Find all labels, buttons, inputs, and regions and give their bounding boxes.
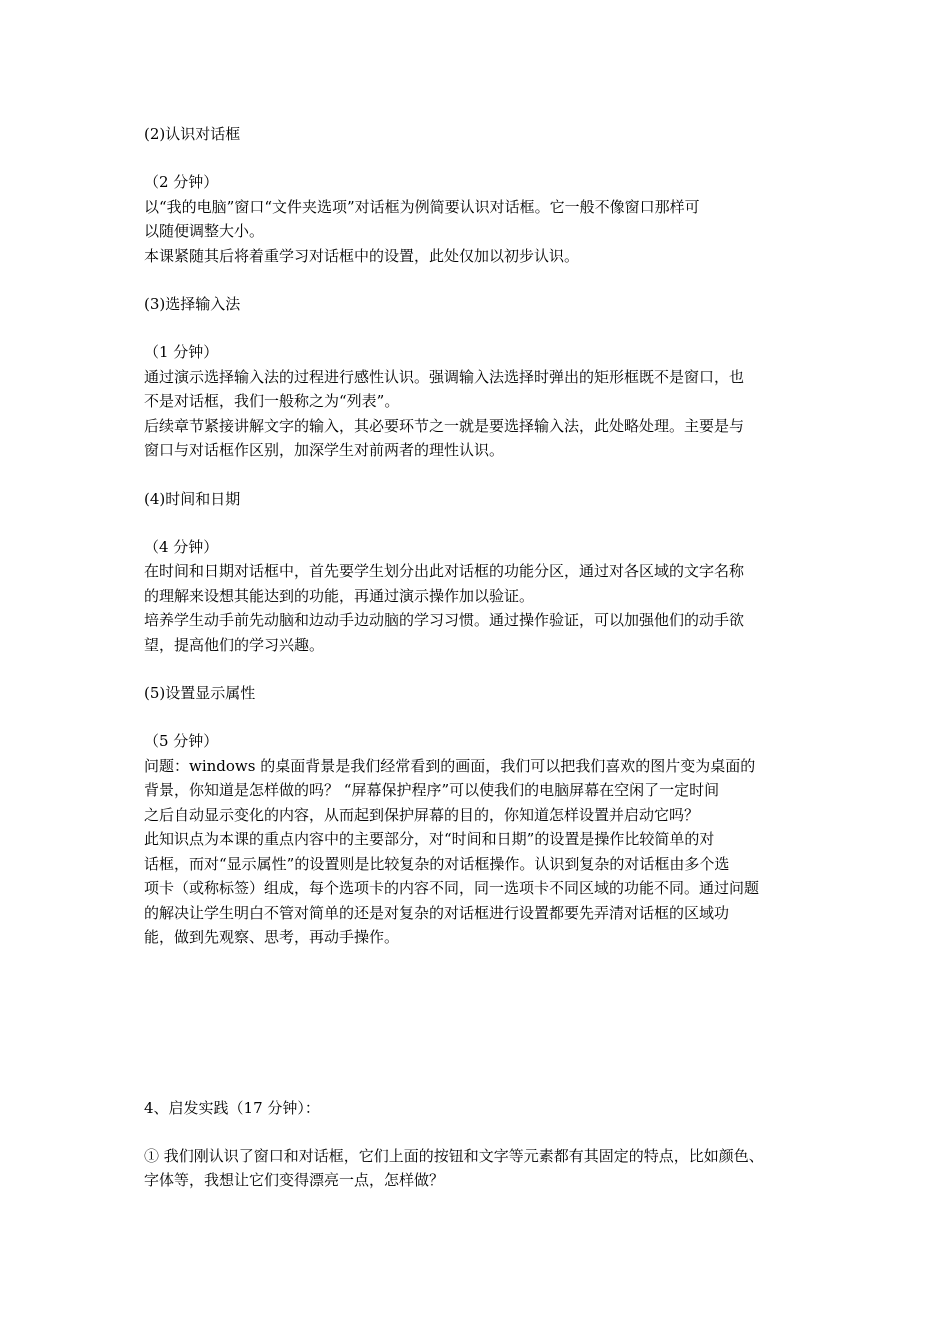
paragraph-line: 后续章节紧接讲解文字的输入，其必要环节之一就是要选择输入法，此处略处理。主要是与 — [144, 416, 745, 435]
section-duration: （2 分钟） — [144, 173, 219, 191]
paragraph-line: 此知识点为本课的重点内容中的主要部分，对“时间和日期”的设置是操作比较简单的对 — [144, 830, 715, 848]
paragraph-line: 在时间和日期对话框中，首先要学生划分出此对话框的功能分区，通过对各区域的文字名称 — [144, 562, 745, 580]
document-body — [144, 122, 812, 1193]
section-duration: （4 分钟） — [144, 537, 219, 556]
paragraph-line: 能，做到先观察、思考，再动手操作。 — [144, 928, 400, 946]
paragraph-line: 通过演示选择输入法的过程进行感性认识。强调输入法选择时弹出的矩形框既不是窗口，也 — [144, 367, 745, 386]
section-heading: (2)认识对话框 — [144, 125, 241, 143]
section-dialog-intro — [144, 122, 812, 268]
section-heading: (3)选择输入法 — [144, 295, 241, 313]
section-display-properties — [144, 681, 812, 950]
section-duration: （1 分钟） — [144, 343, 219, 361]
paragraph-line: 话框，而对“显示属性”的设置则是比较复杂的对话框操作。认识到复杂的对话框由多个选 — [144, 854, 730, 873]
section-time-date — [144, 487, 812, 658]
section-practice — [144, 1096, 812, 1193]
paragraph-line: 窗口与对话框作区别，加深学生对前两者的理性认识。 — [144, 441, 505, 459]
section-heading: (5)设置显示属性 — [144, 684, 256, 702]
paragraph-line: 本课紧随其后将着重学习对话框中的设置，此处仅加以初步认识。 — [144, 246, 580, 265]
paragraph-line: ① 我们刚认识了窗口和对话框，它们上面的按钮和文字等元素都有其固定的特点，比如颜色、 — [144, 1146, 764, 1165]
paragraph-line: 以“我的电脑”窗口“文件夹选项”对话框为例简要认识对话框。它一般不像窗口那样可 — [144, 197, 700, 216]
paragraph-line: 问题：windows 的桌面背景是我们经常看到的画面，我们可以把我们喜欢的图片变为桌面的 — [144, 756, 756, 775]
paragraph-line: 以随便调整大小。 — [144, 222, 265, 240]
section-input-method — [144, 292, 812, 463]
paragraph-line: 的理解来设想其能达到的功能，再通过演示操作加以验证。 — [144, 586, 535, 605]
paragraph-line: 字体等，我想让它们变得漂亮一点，怎样做？ — [144, 1171, 445, 1189]
practice-heading: 4、启发实践（17 分钟）： — [144, 1098, 320, 1117]
paragraph-line: 不是对话框，我们一般称之为“列表”。 — [144, 392, 400, 410]
section-heading: (4)时间和日期 — [144, 489, 241, 508]
section-duration: （5 分钟） — [144, 732, 219, 750]
paragraph-line: 培养学生动手前先动脑和边动手边动脑的学习习惯。通过操作验证，可以加强他们的动手欲 — [144, 611, 745, 629]
paragraph-line: 之后自动显示变化的内容，从而起到保护屏幕的目的，你知道怎样设置并启动它吗？ — [144, 805, 700, 824]
paragraph-line: 项卡（或称标签）组成，每个选项卡的内容不同，同一选项卡不同区域的功能不同。通过问题 — [144, 879, 760, 897]
paragraph-line: 背景，你知道是怎样做的吗？ “屏幕保护程序”可以使我们的电脑屏幕在空闲了一定时间 — [144, 781, 720, 799]
paragraph-line: 的解决让学生明白不管对简单的还是对复杂的对话框进行设置都要先弄清对话框的区域功 — [144, 903, 730, 922]
paragraph-line: 望，提高他们的学习兴趣。 — [144, 635, 325, 654]
